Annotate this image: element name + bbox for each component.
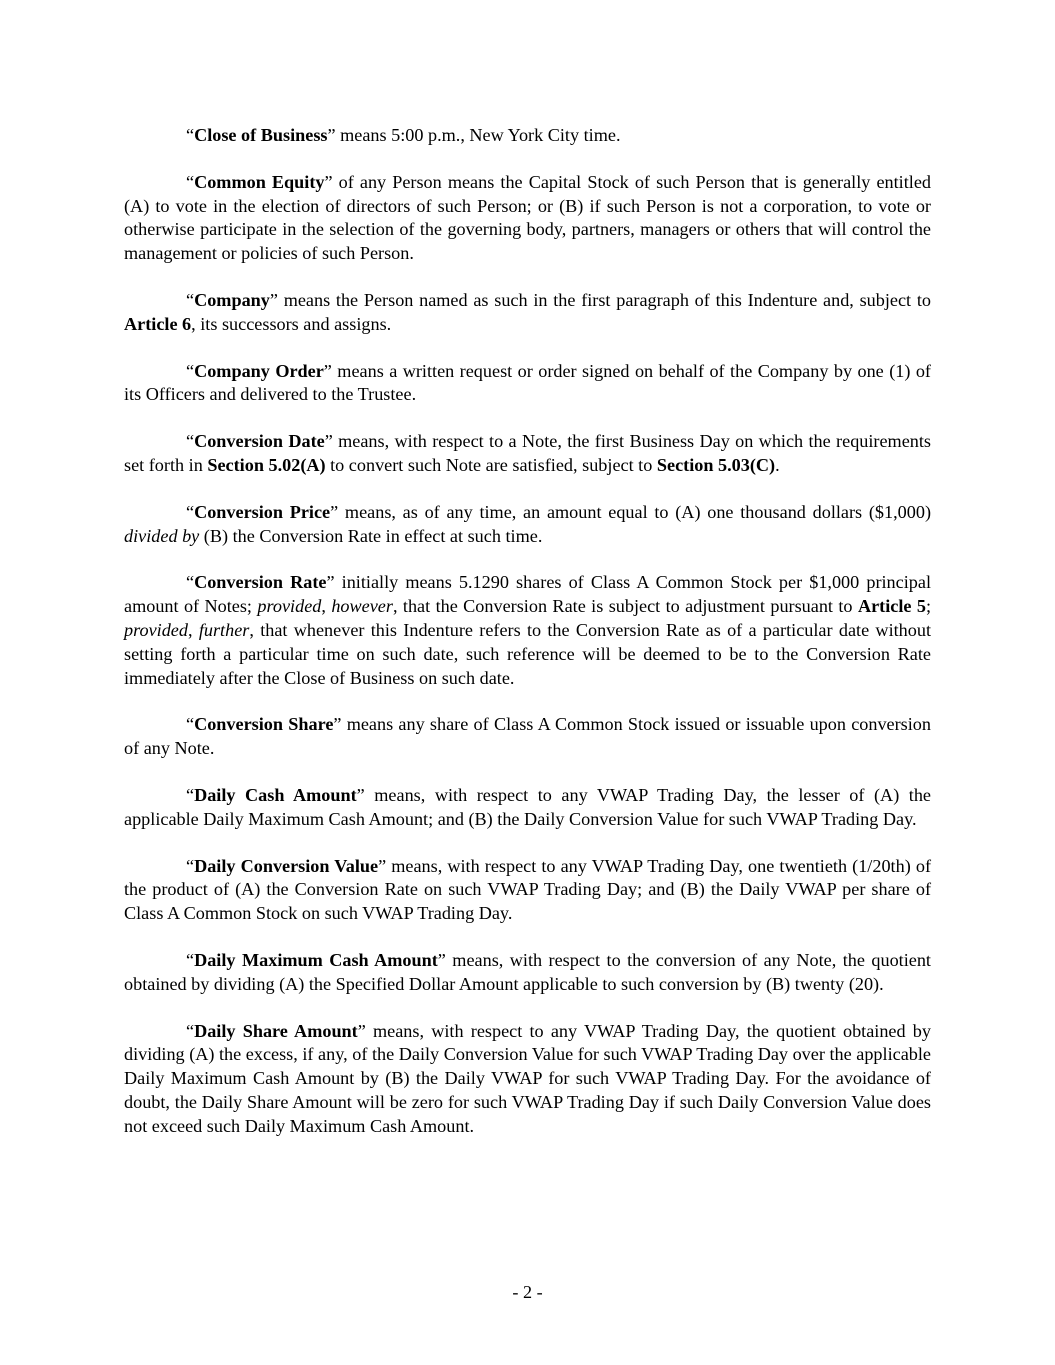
definition-text: . — [775, 454, 780, 475]
emphasis-text: provided — [124, 619, 188, 640]
definition-text: “ — [186, 714, 195, 735]
page-number: - 2 - — [512, 1282, 543, 1302]
definition-text: ” initially means 5.1290 shares of Class A Common Stock per $1,000 principal amount of Notes; — [124, 572, 931, 617]
definition-company-order — [124, 360, 931, 408]
document-body — [124, 124, 931, 1162]
definition-text: “ — [186, 171, 195, 192]
defined-term: Close of Business — [194, 125, 328, 145]
definition-text: ” means, with respect to any VWAP Trading Day, one twentieth (1/20th) of the product of (A) the Conversion Rate on such VWAP Trading Day; and (B) the Daily VWAP per share of Class A Common Stock on such VWAP Trading Day. — [124, 855, 931, 924]
definition-text: ; — [925, 596, 932, 617]
defined-term: Article 5 — [857, 596, 926, 617]
definition-text: ” means any share of Class A Common Stock issued or issuable upon conversion of any Note. — [124, 714, 931, 759]
definition-text: ” means, with respect to a Note, the first Business Day on which the requirements set forth in — [124, 431, 932, 475]
defined-term: Article 6 — [124, 313, 192, 334]
definition-text: “ — [186, 1020, 195, 1041]
emphasis-text: divided by — [124, 525, 200, 546]
definition-text: ” means 5:00 p.m., New York City time. — [327, 125, 621, 145]
definition-text: “ — [186, 431, 195, 452]
definition-text: to convert such Note are satisfied, subject to — [325, 454, 657, 475]
definition-daily-cash-amount — [124, 784, 931, 832]
defined-term: Conversion Date — [194, 431, 325, 452]
definition-text: “ — [186, 360, 195, 381]
definition-text: “ — [186, 289, 195, 310]
definition-text: (B) the Conversion Rate in effect at such time. — [199, 525, 543, 546]
definition-conversion-share — [124, 713, 931, 761]
definition-text: , — [187, 619, 199, 640]
definition-common-equity — [124, 171, 931, 266]
defined-term: Common Equity — [194, 171, 325, 192]
emphasis-text: provided — [257, 596, 322, 617]
definition-text: “ — [186, 501, 195, 522]
defined-term: Conversion Share — [194, 714, 334, 735]
defined-term: Section 5.03(C) — [656, 454, 776, 475]
definition-text: ” means, with respect to the conversion of any Note, the quotient obtained by dividing (A) the Specified Dollar Amount applicable to such conversion by (B) twenty (20). — [124, 949, 931, 994]
definition-text: “ — [186, 125, 195, 145]
definition-text: “ — [186, 572, 195, 593]
definition-text: , — [321, 596, 332, 617]
definition-text: ” means, with respect to any VWAP Trading Day, the lesser of (A) the applicable Daily Maximum Cash Amount; and (B) the Daily Conversion Value for such VWAP Trading Day. — [124, 784, 932, 829]
definition-close-of-business — [124, 124, 931, 148]
defined-term: Daily Share Amount — [194, 1020, 358, 1041]
defined-term: Company — [194, 289, 270, 310]
definition-text: ” means, with respect to any VWAP Trading Day, the quotient obtained by dividing (A) the excess, if any, of the Daily Conversion Value for such VWAP Trading Day over the applicable Daily Maximum Cash Amount by (B) the Daily VWAP for such VWAP Trading Day. For the avoidance of doubt, the Daily Share Amount will be zero for such VWAP Trading Day if such Daily Conversion Value does not exceed such Daily Maximum Cash Amount. — [124, 1020, 931, 1136]
definition-daily-share-amount — [124, 1020, 931, 1139]
definition-text: , that whenever this Indenture refers to the Conversion Rate as of a particular date without setting forth a particular time on such date, such reference will be deemed to be to the Conversion Rate immediately after the Close of Business on such date. — [124, 619, 932, 688]
emphasis-text: further — [198, 619, 250, 640]
definition-text: ” means a written request or order signed on behalf of the Company by one (1) of its Officers and delivered to the Trustee. — [124, 360, 931, 405]
definition-daily-conversion-value — [124, 855, 931, 926]
definition-text: “ — [186, 855, 195, 876]
definition-daily-maximum-cash-amount — [124, 949, 931, 997]
defined-term: Company Order — [194, 360, 324, 381]
definition-text: ” means the Person named as such in the first paragraph of this Indenture and, subject to — [269, 289, 931, 310]
defined-term: Daily Cash Amount — [194, 784, 357, 805]
definition-text: , that the Conversion Rate is subject to adjustment pursuant to — [392, 596, 858, 617]
emphasis-text: however — [331, 596, 393, 617]
definition-text: , its successors and assigns. — [191, 313, 392, 334]
definition-text: “ — [186, 949, 195, 970]
defined-term: Daily Conversion Value — [194, 855, 379, 876]
defined-term: Section 5.02(A) — [207, 454, 326, 475]
definition-text: ” means, as of any time, an amount equal to (A) one thousand dollars ($1,000) — [330, 501, 931, 522]
definition-conversion-price — [124, 501, 931, 549]
definition-conversion-rate — [124, 571, 931, 690]
defined-term: Daily Maximum Cash Amount — [194, 949, 438, 970]
defined-term: Conversion Price — [194, 501, 331, 522]
definition-company — [124, 289, 931, 337]
defined-term: Conversion Rate — [194, 572, 327, 593]
definition-text: ” of any Person means the Capital Stock of such Person that is generally entitled (A) to vote in the election of directors of such Person; or (B) if such Person is not a corporation, to vote or otherwise participate in the selection of the governing body, partners, managers or others that will control the management or policies of such Person. — [124, 171, 931, 264]
definition-conversion-date — [124, 430, 931, 478]
definition-text: “ — [186, 784, 195, 805]
